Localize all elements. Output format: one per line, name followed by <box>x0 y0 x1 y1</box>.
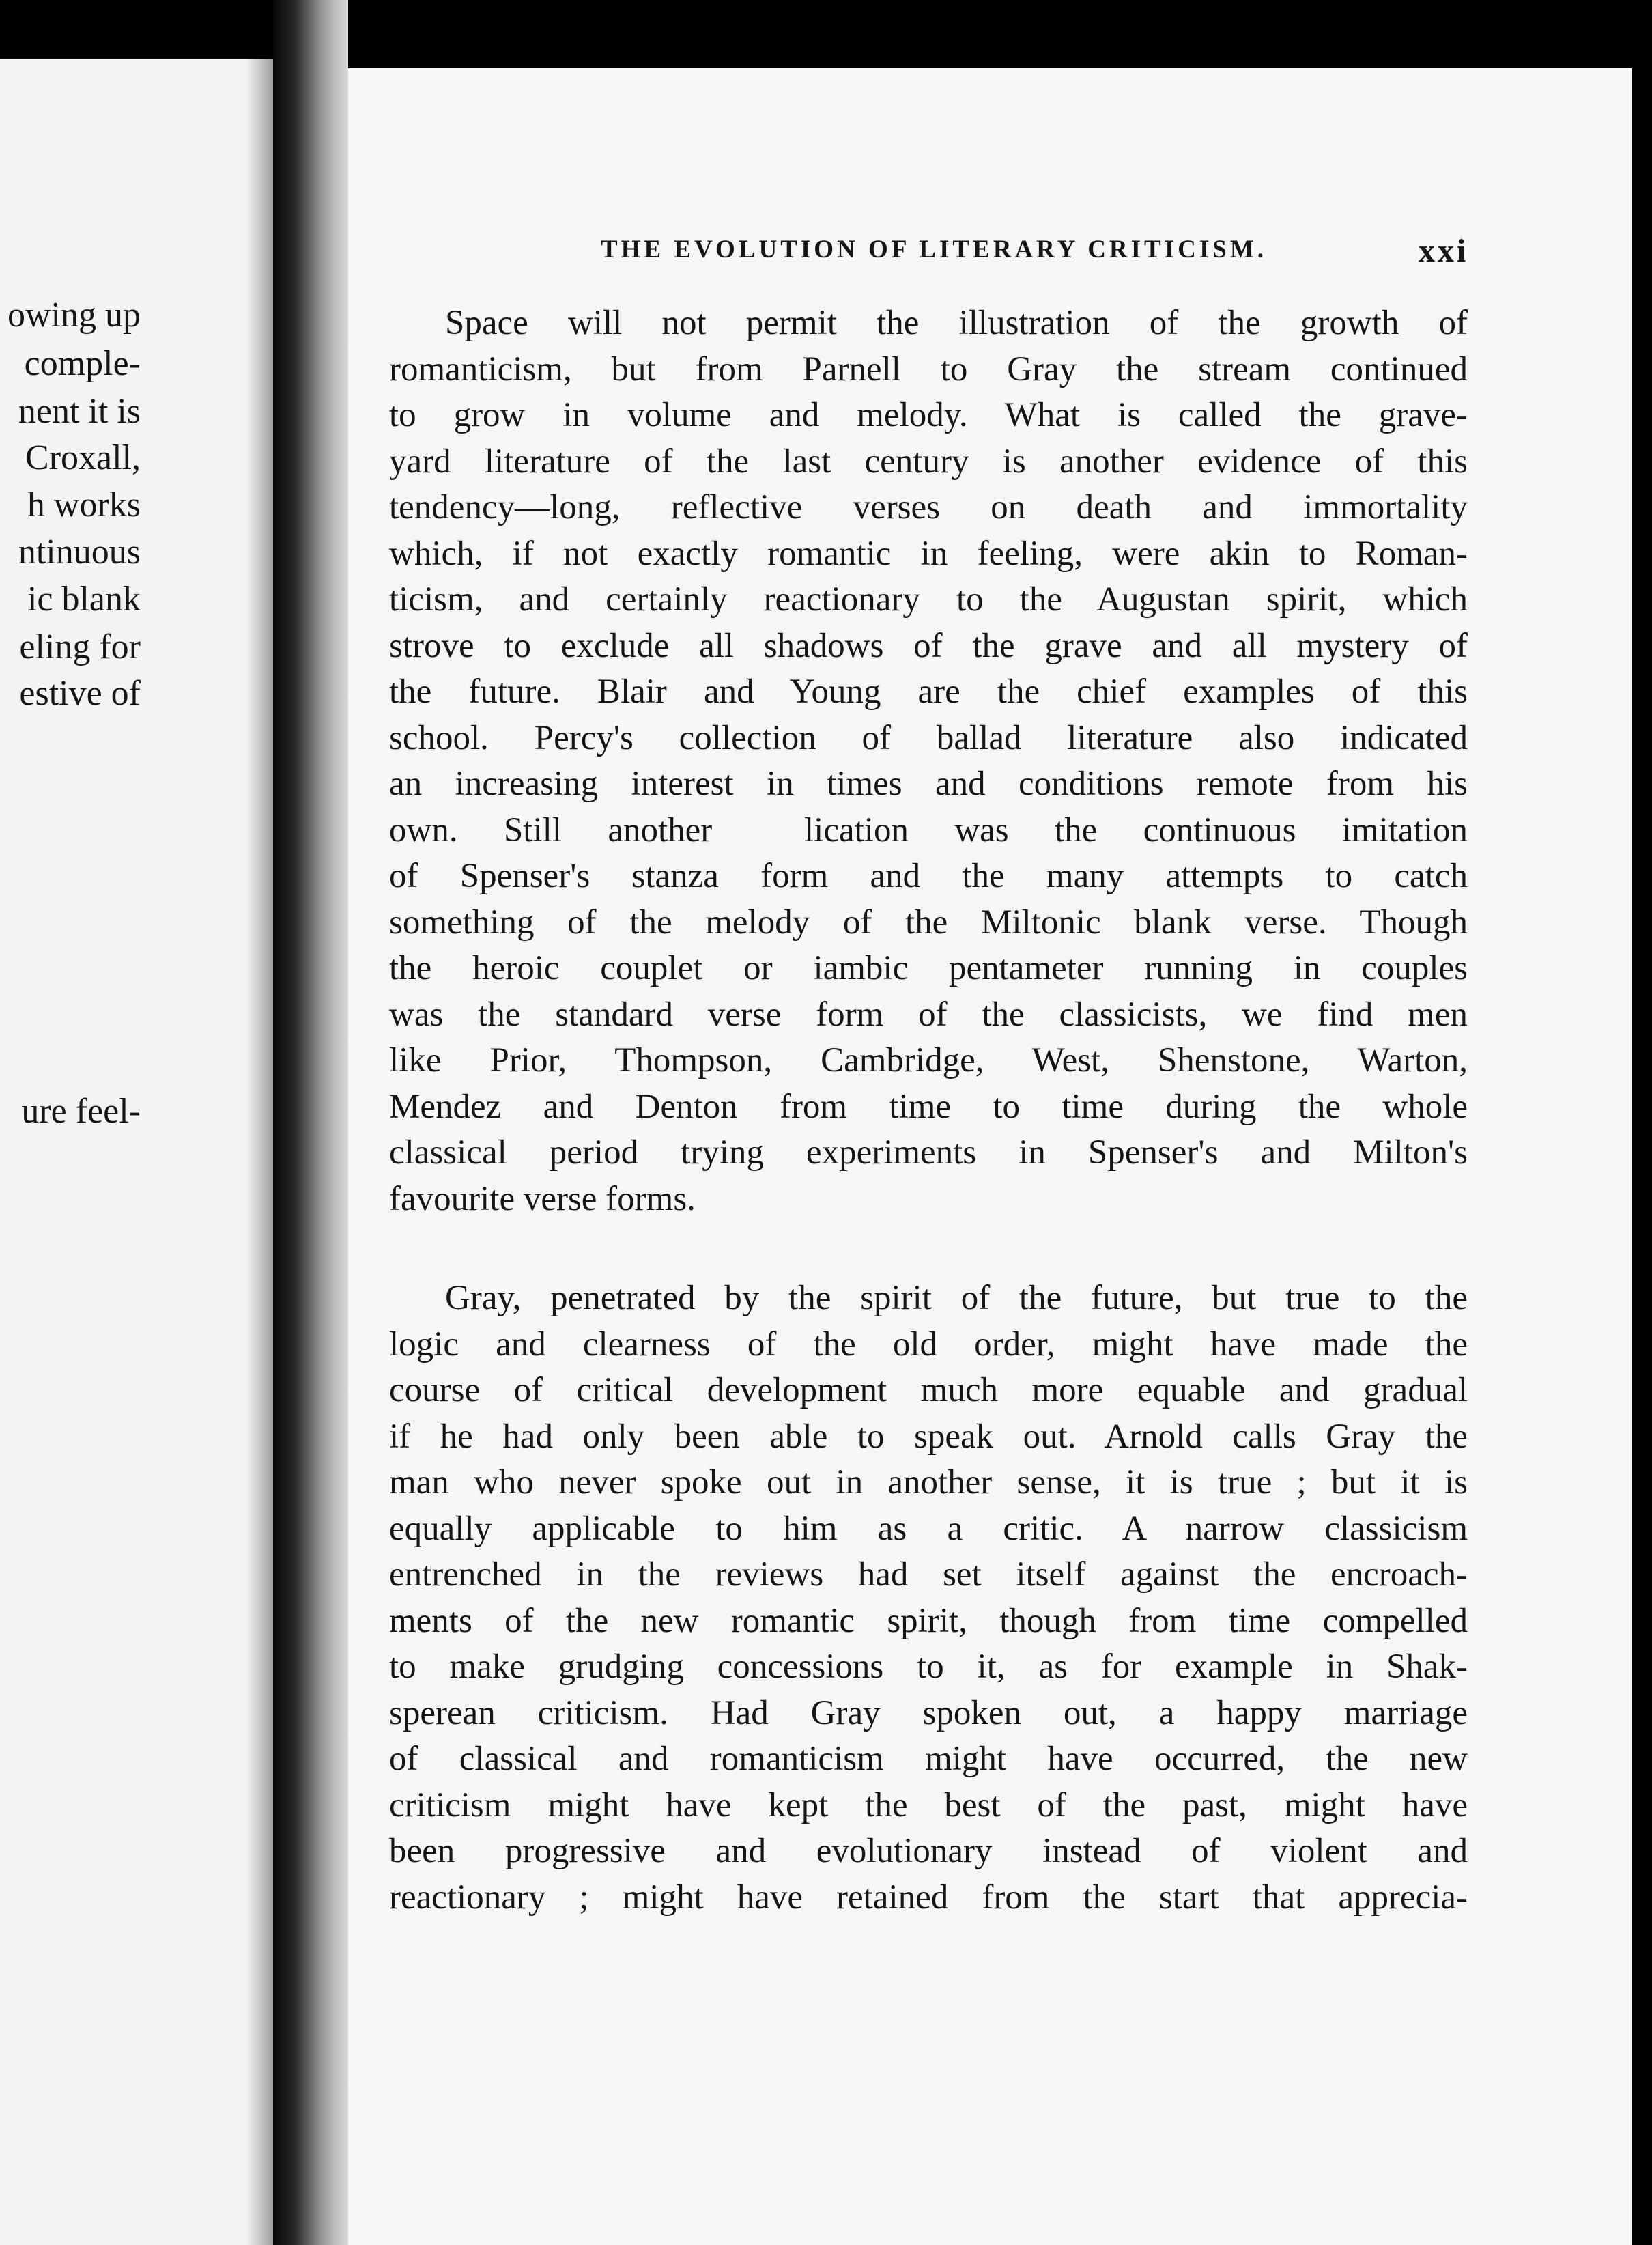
text-line: Space will not permit the illustration of the growth of <box>445 304 1468 342</box>
text-line: course of critical development much more equable and gradual <box>389 1371 1468 1409</box>
left-page-line: ic blank <box>27 580 141 619</box>
text-line: of Spenser's stanza form and the many attempts to catch <box>389 857 1468 895</box>
text-line: an increasing interest in times and conditions remote from his <box>389 765 1468 803</box>
text-line: which, if not exactly romantic in feeling, were akin to Roman- <box>389 534 1468 573</box>
text-line: man who never spoke out in another sense, it is true ; but it is <box>389 1463 1468 1501</box>
text-line: sperean criticism. Had Gray spoken out, a happy marriage <box>389 1693 1468 1732</box>
left-page-line: eling for <box>19 627 141 666</box>
text-line: romanticism, but from Parnell to Gray the stream continued <box>389 350 1468 389</box>
paragraph <box>389 1275 1468 1921</box>
text-line: entrenched in the reviews had set itself against the encroach- <box>389 1555 1468 1594</box>
left-page-line: estive of <box>19 674 141 713</box>
text-line: Mendez and Denton from time to time during the whole <box>389 1087 1468 1126</box>
text-line: Gray, penetrated by the spirit of the future, but true to the <box>445 1279 1468 1317</box>
left-page-line: owing up <box>8 296 141 335</box>
left-page-line: comple- <box>24 344 141 383</box>
text-line: was the standard verse form of the classicists, we find men <box>389 995 1468 1034</box>
paragraph <box>389 300 1468 1222</box>
left-page-line: ntinuous <box>18 533 141 571</box>
text-line: to make grudging concessions to it, as for example in Shak- <box>389 1648 1468 1686</box>
left-page-line: h works <box>27 485 141 524</box>
left-page-line: Croxall, <box>25 438 141 477</box>
text-line: tendency—long, reflective verses on death and immortality <box>389 488 1468 526</box>
left-page-line: nent it is <box>18 392 141 431</box>
text-line: of classical and romanticism might have occurred, the new <box>389 1740 1468 1778</box>
running-head: THE EVOLUTION OF LITERARY CRITICISM. <box>601 236 1267 264</box>
text-line: favourite verse forms. <box>389 1179 696 1218</box>
text-line: something of the melody of the Miltonic blank verse. Though <box>389 903 1468 942</box>
text-line: strove to exclude all shadows of the grave and all mystery of <box>389 626 1468 665</box>
left-page-fragment <box>0 59 273 2245</box>
text-line: own. Still another ⁠ lication was the continuous imitation <box>389 810 1468 849</box>
text-line: the future. Blair and Young are the chief examples of this <box>389 673 1468 711</box>
left-page-line: ure feel- <box>21 1092 141 1131</box>
text-line: ments of the new romantic spirit, though from time compelled <box>389 1601 1468 1640</box>
text-line: classical period trying experiments in Spenser's and Milton's <box>389 1133 1468 1172</box>
page-number: xxi <box>1419 233 1469 269</box>
text-line: reactionary ; might have retained from the start that apprecia- <box>389 1878 1468 1917</box>
text-line: if he had only been able to speak out. Arnold calls Gray the <box>389 1417 1468 1456</box>
text-line: the heroic couplet or iambic pentameter running in couples <box>389 949 1468 987</box>
book-gutter-shadow <box>273 0 348 2245</box>
text-line: school. Percy's collection of ballad literature also indicated <box>389 718 1468 757</box>
text-line: logic and clearness of the old order, might have made the <box>389 1325 1468 1364</box>
text-line: yard literature of the last century is another evidence of this <box>389 442 1468 481</box>
text-line: ticism, and certainly reactionary to the Augustan spirit, which <box>389 580 1468 619</box>
text-line: like Prior, Thompson, Cambridge, West, Shenstone, Warton, <box>389 1041 1468 1079</box>
text-line: equally applicable to him as a critic. A narrow classicism <box>389 1509 1468 1548</box>
text-line: criticism might have kept the best of the past, might have <box>389 1785 1468 1824</box>
text-line: to grow in volume and melody. What is called the grave- <box>389 396 1468 434</box>
text-line: been progressive and evolutionary instead of violent and <box>389 1832 1468 1870</box>
